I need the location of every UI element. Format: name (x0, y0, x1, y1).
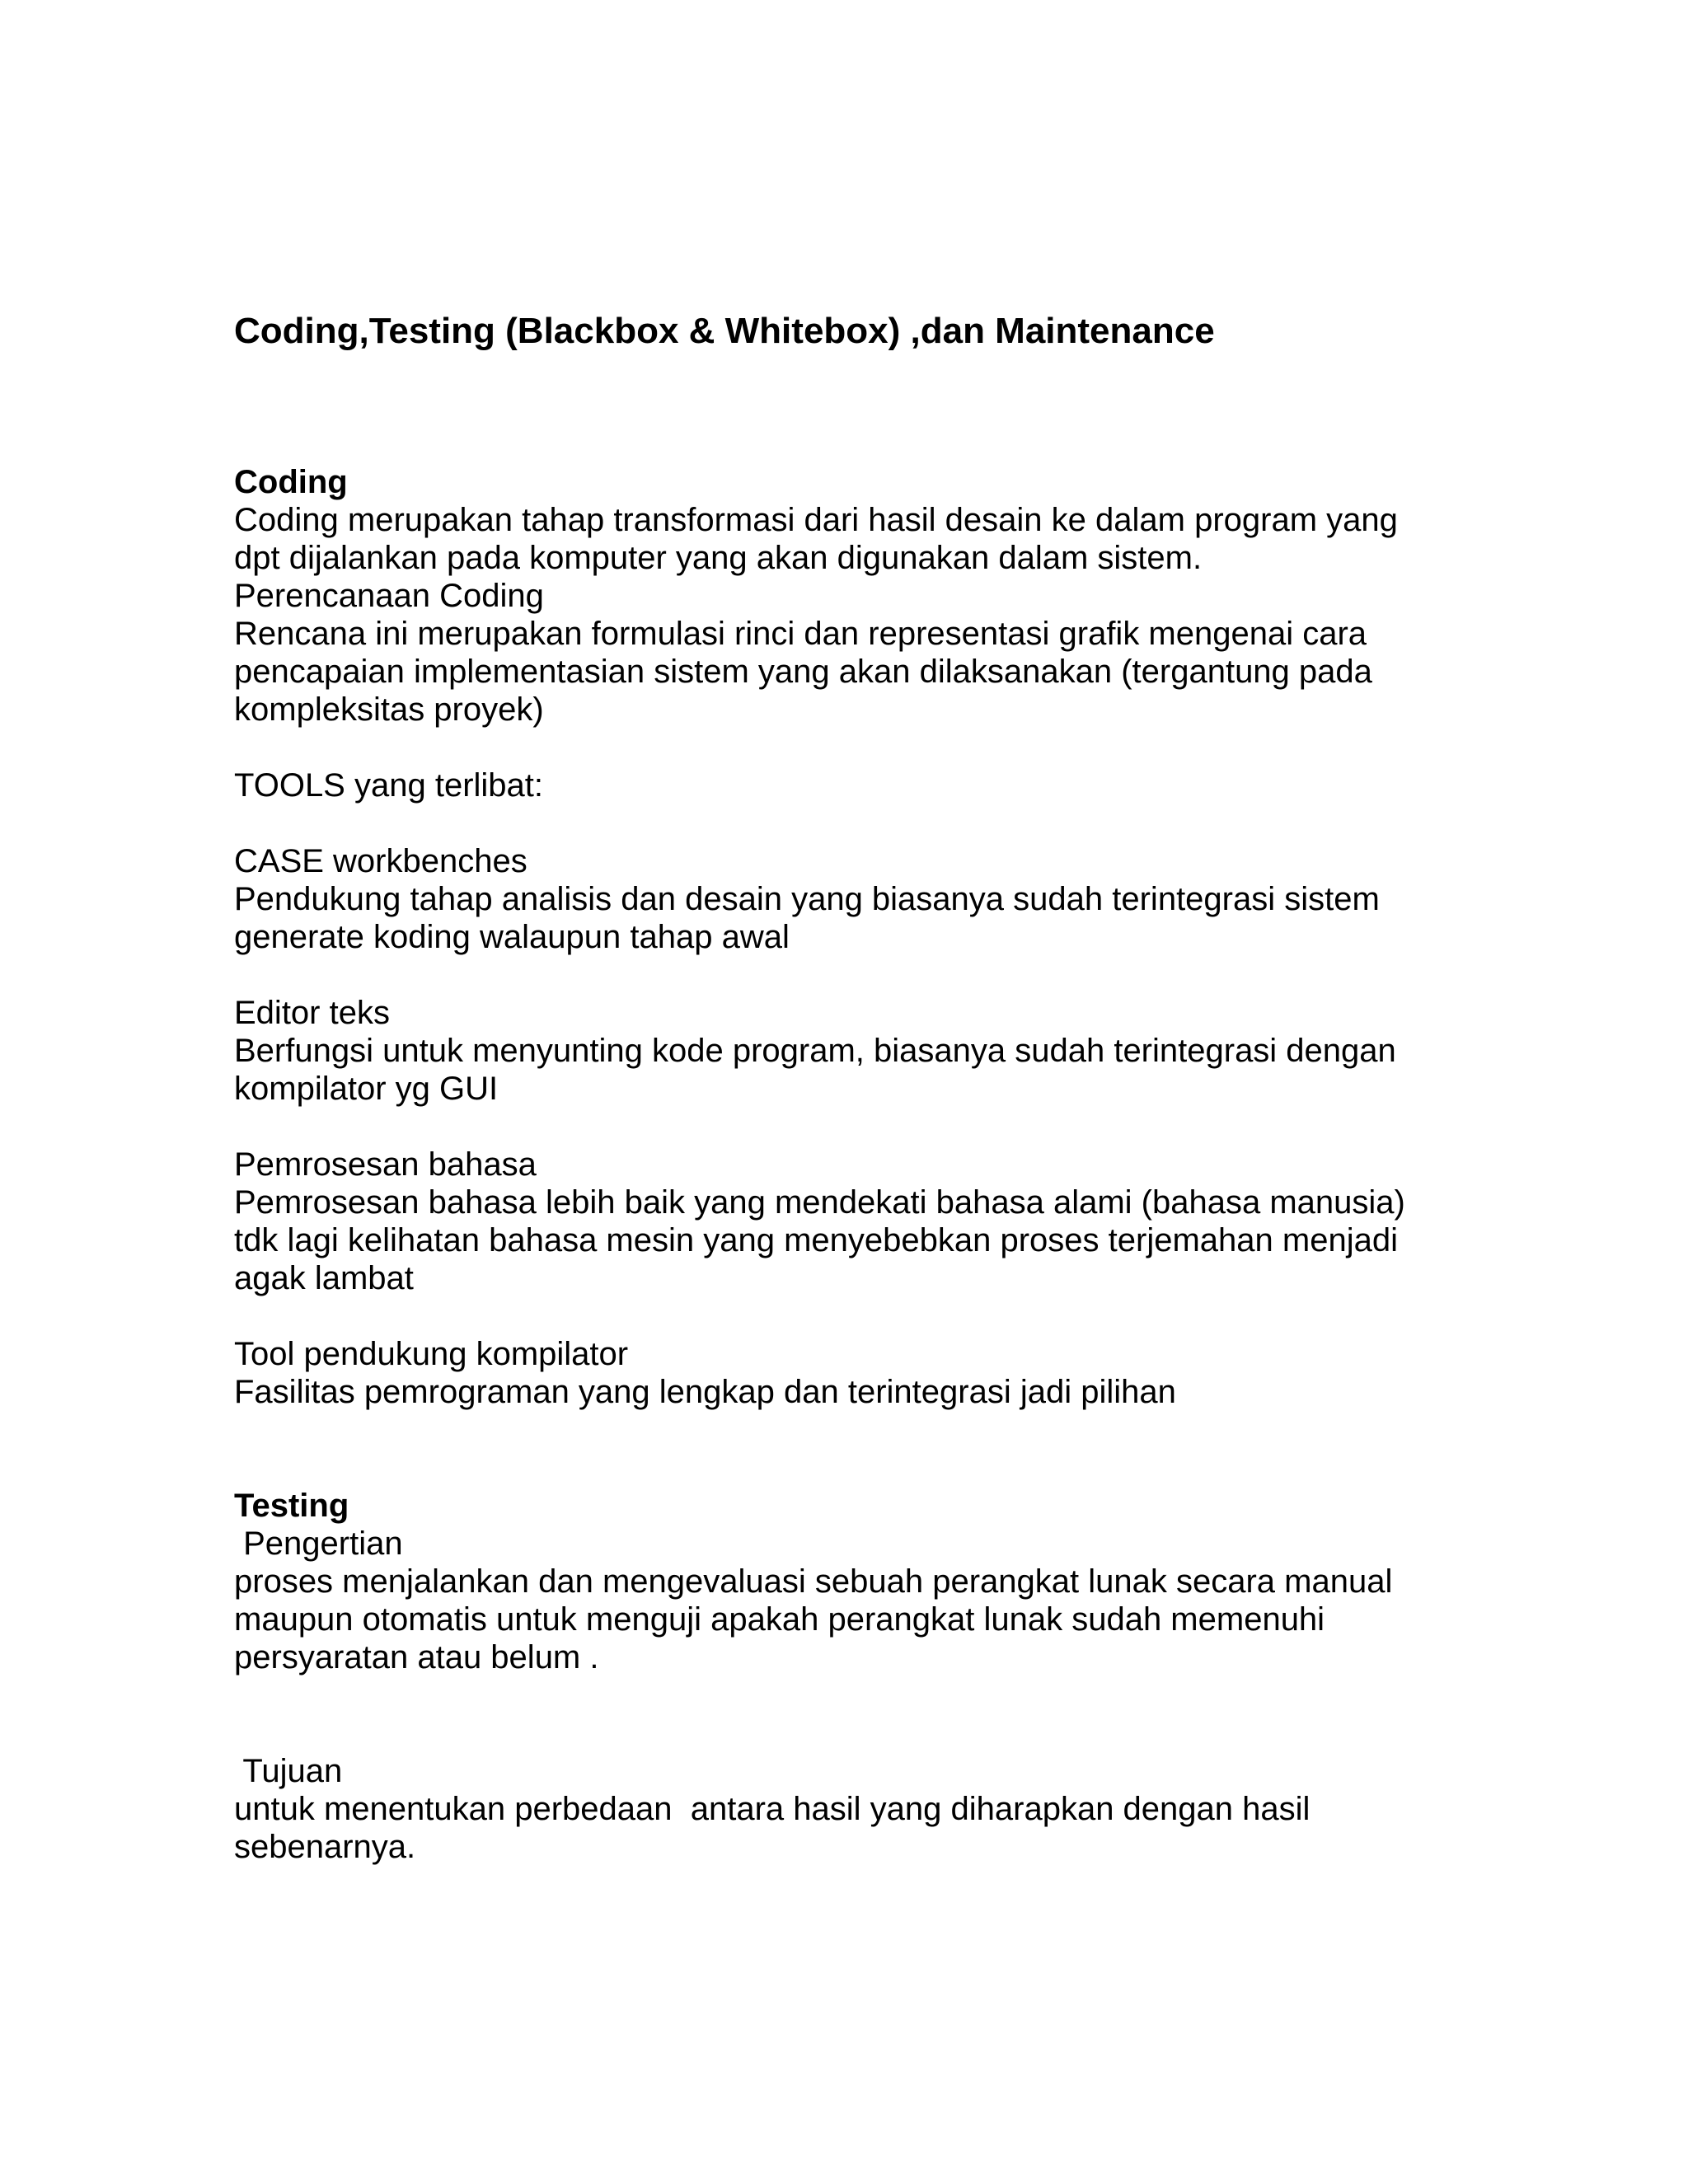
tool-description-line: generate koding walaupun tahap awal (234, 919, 790, 955)
coding-planning-line: kompleksitas proyek) (234, 691, 544, 728)
testing-goal-line: sebenarnya. (234, 1829, 416, 1865)
tool-name: CASE workbenches (234, 843, 528, 879)
tool-description-line: tdk lagi kelihatan bahasa mesin yang menyebebkan proses terjemahan menjadi (234, 1222, 1398, 1258)
coding-planning-line: Rencana ini merupakan formulasi rinci dan representasi grafik mengenai cara (234, 616, 1367, 652)
tool-description-line: Berfungsi untuk menyunting kode program, biasanya sudah terintegrasi dengan (234, 1033, 1396, 1069)
testing-definition-label: Pengertian (234, 1526, 403, 1562)
tool-description-line: Pemrosesan bahasa lebih baik yang mendekati bahasa alami (bahasa manusia) (234, 1184, 1405, 1221)
coding-planning-line: pencapaian implementasian sistem yang akan dilaksanakan (tergantung pada (234, 654, 1372, 690)
tool-description-line: Pendukung tahap analisis dan desain yang biasanya sudah terintegrasi sistem (234, 881, 1380, 917)
coding-definition-line: Coding merupakan tahap transformasi dari hasil desain ke dalam program yang (234, 502, 1398, 538)
testing-goal-line: untuk menentukan perbedaan antara hasil yang diharapkan dengan hasil (234, 1791, 1311, 1827)
document-title: Coding,Testing (Blackbox & Whitebox) ,dan Maintenance (234, 311, 1215, 351)
testing-goal-label: Tujuan (234, 1753, 343, 1789)
tool-description-line: Fasilitas pemrograman yang lengkap dan terintegrasi jadi pilihan (234, 1374, 1176, 1410)
coding-tools-label: TOOLS yang terlibat: (234, 767, 543, 804)
tool-name: Pemrosesan bahasa (234, 1146, 537, 1183)
coding-heading: Coding (234, 464, 348, 500)
tool-description-line: agak lambat (234, 1260, 414, 1296)
tool-name: Editor teks (234, 995, 390, 1031)
testing-heading: Testing (234, 1488, 349, 1524)
tool-description-line: kompilator yg GUI (234, 1071, 499, 1107)
testing-definition-line: persyaratan atau belum . (234, 1639, 599, 1675)
coding-definition-line: dpt dijalankan pada komputer yang akan digunakan dalam sistem. (234, 540, 1203, 576)
coding-planning-label: Perencanaan Coding (234, 578, 544, 614)
testing-definition-line: maupun otomatis untuk menguji apakah perangkat lunak sudah memenuhi (234, 1601, 1325, 1638)
testing-definition-line: proses menjalankan dan mengevaluasi sebuah perangkat lunak secara manual (234, 1563, 1393, 1600)
tool-name: Tool pendukung kompilator (234, 1336, 629, 1372)
